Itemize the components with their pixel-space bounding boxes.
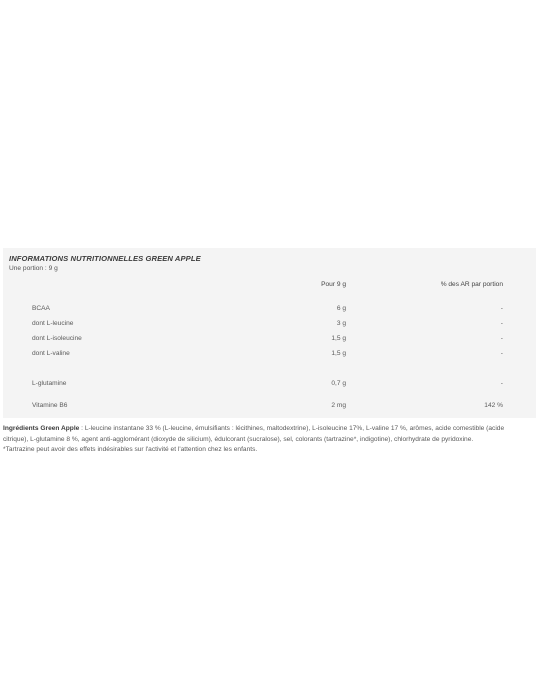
nutrient-name: dont L-leucine	[32, 320, 74, 327]
nutrient-quantity: 0,7 g	[331, 380, 346, 387]
nutrition-title: INFORMATIONS NUTRITIONNELLES GREEN APPLE	[9, 254, 201, 263]
nutrient-quantity: 2 mg	[331, 402, 346, 409]
nutrient-ar: -	[500, 305, 503, 312]
table-row	[3, 320, 536, 332]
nutrient-quantity: 6 g	[336, 305, 346, 312]
nutrient-name: Vitamine B6	[32, 402, 68, 409]
column-header-quantity: Pour 9 g	[321, 281, 346, 288]
nutrient-ar: -	[500, 320, 503, 327]
ingredients-label: Ingrédients Green Apple	[3, 425, 80, 432]
column-header-ar: % des AR par portion	[440, 281, 503, 288]
table-row	[3, 380, 536, 392]
nutrient-ar: 142 %	[484, 402, 503, 409]
table-row	[3, 335, 536, 347]
nutrient-quantity: 1,5 g	[331, 350, 346, 357]
nutrient-name: dont L-isoleucine	[32, 335, 82, 342]
nutrient-ar: -	[500, 380, 503, 387]
ingredients-text: : L-leucine instantane 33 % (L-leucine, émulsifiants : lécithines, maltodextrine), L-isoleucine 17%, L-valine 17 %, arômes, acide comestible (acide citrique), L-glutamine 8 %, agent anti-agglomérant (dioxyde de silicium), édulcorant (sucralose), sel, colorants (tartrazine*, indigotine), chlorhydrate de pyridoxine.	[3, 425, 505, 443]
ingredients-note: *Tartrazine peut avoir des effets indésirables sur l'activité et l'attention chez les enfants.	[3, 446, 258, 453]
nutrient-quantity: 3 g	[336, 320, 346, 327]
nutrient-ar: -	[500, 350, 503, 357]
portion-size: Une portion : 9 g	[9, 265, 58, 272]
ingredients-section	[3, 424, 531, 456]
nutrient-ar: -	[500, 335, 503, 342]
table-row	[3, 402, 536, 414]
nutrient-quantity: 1,5 g	[331, 335, 346, 342]
nutrition-panel	[3, 248, 536, 418]
nutrient-name: BCAA	[32, 305, 50, 312]
table-row	[3, 305, 536, 317]
nutrient-name: dont L-valine	[32, 350, 70, 357]
nutrient-name: L-glutamine	[32, 380, 67, 387]
table-row	[3, 350, 536, 362]
